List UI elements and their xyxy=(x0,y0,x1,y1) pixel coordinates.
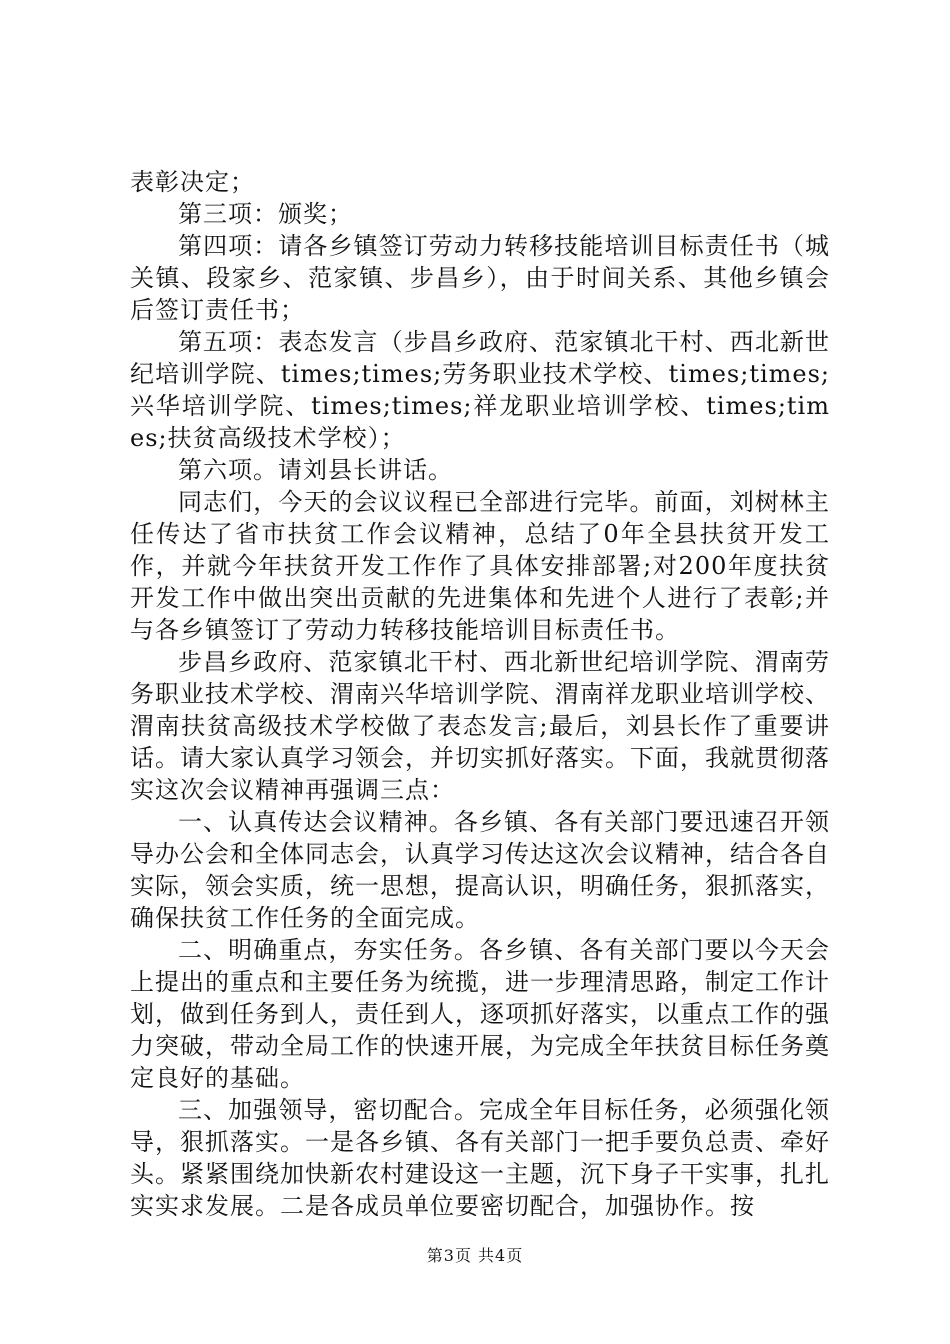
document-body xyxy=(130,166,830,1222)
paragraph-item-5: 第五项：表态发言（步昌乡政府、范家镇北干村、西北新世纪培训学院、times;times;劳务职业技术学校、times;times;兴华培训学院、times;times;祥龙职业培训学校、times;times;扶贫高级技术学校）； xyxy=(130,328,830,452)
paragraph-statements: 步昌乡政府、范家镇北干村、西北新世纪培训学院、渭南劳务职业技术学校、渭南兴华培训学院、渭南祥龙职业培训学校、渭南扶贫高级技术学校做了表态发言;最后，刘县长作了重要讲话。请大家认真学习领会，并切实抓好落实。下面，我就贯彻落实这次会议精神再强调三点： xyxy=(130,648,830,804)
page-number-footer: 第3页 共4页 xyxy=(426,1246,524,1265)
paragraph-summary: 同志们，今天的会议议程已全部进行完毕。前面，刘树林主任传达了省市扶贫工作会议精神，总结了0年全县扶贫开发工作，并就今年扶贫开发工作作了具体安排部署;对200年度扶贫开发工作中做出突出贡献的先进集体和先进个人进行了表彰;并与各乡镇签订了劳动力转移技能培训目标责任书。 xyxy=(130,488,830,644)
paragraph-item-3: 第三项：颁奖； xyxy=(178,200,353,228)
paragraph-point-one: 一、认真传达会议精神。各乡镇、各有关部门要迅速召开领导办公会和全体同志会，认真学习传达这次会议精神，结合各自实际，领会实质，统一思想，提高认识，明确任务，狠抓落实，确保扶贫工作任务的全面完成。 xyxy=(130,808,830,932)
paragraph-point-two: 二、明确重点，夯实任务。各乡镇、各有关部门要以今天会上提出的重点和主要任务为统揽，进一步理清思路，制定工作计划，做到任务到人，责任到人，逐项抓好落实，以重点工作的强力突破，带动全局工作的快速开展，为完成全年扶贫目标任务奠定良好的基础。 xyxy=(130,936,830,1092)
paragraph-point-three: 三、加强领导，密切配合。完成全年目标任务，必须强化领导，狠抓落实。一是各乡镇、各有关部门一把手要负总责、牵好头。紧紧围绕加快新农村建设这一主题，沉下身子干实事，扎扎实实求发展。二是各成员单位要密切配合，加强协作。按 xyxy=(130,1096,830,1220)
paragraph-continuation: 表彰决定； xyxy=(130,168,255,196)
paragraph-item-4: 第四项：请各乡镇签订劳动力转移技能培训目标责任书（城关镇、段家乡、范家镇、步昌乡），由于时间关系、其他乡镇会后签订责任书； xyxy=(130,232,830,324)
paragraph-item-6: 第六项。请刘县长讲话。 xyxy=(178,456,453,484)
